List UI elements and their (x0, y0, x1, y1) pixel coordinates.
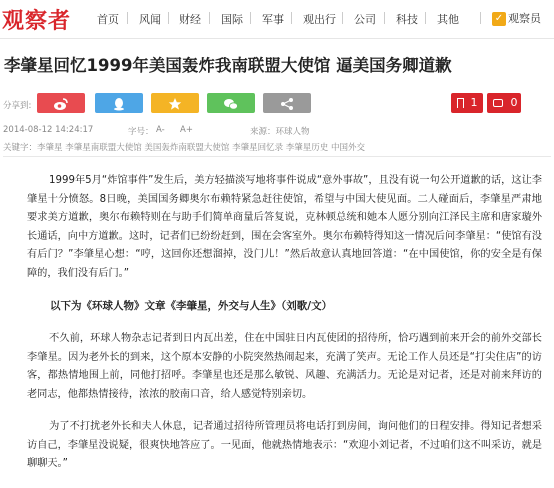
nav-item-finance[interactable]: 财经 (179, 13, 201, 26)
nav-item-home[interactable]: 首页 (97, 13, 119, 26)
share-qq-button[interactable] (95, 93, 143, 113)
nav-divider (250, 12, 251, 24)
weibo-icon (53, 97, 69, 111)
publish-date: 2014-08-12 14:24:17 (3, 125, 94, 135)
nav-divider (127, 12, 128, 24)
star-icon (168, 97, 182, 111)
article-title: 李肇星回忆1999年美国轰炸我南联盟大使馆 逼美国务卿道歉 (4, 56, 452, 75)
nav-divider (384, 12, 385, 24)
nav-divider (342, 12, 343, 24)
divider (3, 156, 551, 157)
nav-item-international[interactable]: 国际 (221, 13, 243, 26)
article-paragraph (27, 330, 542, 404)
observer-login-link[interactable] (492, 10, 541, 26)
paragraph-text: 不久前，环球人物杂志记者到日内瓦出差，住在中国驻日内瓦使团的招待所，恰巧遇到前来开会的前外交部长李肇星。因为老外长的到来，这个原本安静的小院突然热闹起来，充满了笑声。无论工作人员还是“打尖住店”的访客，都热情地围上前，同他打招呼。李肇星也还是那么敏锐、风趣、充满活力。无论是对记者，还是对前来拜访的老同志，他都热情接待，浓浓的胶南口音，给人感觉特别亲切。 (27, 333, 542, 400)
bookmark-count: 1 (470, 96, 478, 109)
nav-item-fengwen[interactable]: 风闻 (139, 13, 161, 26)
wechat-icon (223, 97, 239, 111)
article-subheading: 以下为《环球人物》文章《李肇星，外交与人生》（刘歌/文） (50, 300, 333, 312)
article-paragraph (27, 418, 542, 474)
nav-divider (291, 12, 292, 24)
nav-divider (480, 12, 481, 24)
article-paragraph (27, 172, 542, 283)
top-navigation-bar (0, 0, 554, 39)
comment-count: 0 (510, 96, 518, 109)
share-more-button[interactable] (263, 93, 311, 113)
observer-badge-icon: ✓ (492, 12, 506, 26)
bookmark-icon (457, 98, 464, 108)
nav-item-travel[interactable]: 观出行 (303, 13, 336, 26)
article-source: 来源：环球人物 (250, 127, 310, 137)
nav-item-company[interactable]: 公司 (354, 13, 376, 26)
paragraph-text: 1999年5月“炸馆事件”发生后，美方轻描淡写地将事件说成“意外事故”，且没有说一句公开道歉的话，这让李肇星十分愤怒。8日晚，美国国务卿奥尔布赖特紧急赶往使馆，希望与中国大使见面。二人碰面后，李肇星严肃地要求美方道歉，奥尔布赖特则在与助手们简单商量后答复说，克林顿总统和她本人愿分别向江泽民主席和唐家璇外长通话，向中方道歉。这时，记者们已纷纷赶到，围在会客室外。奥尔布赖特得知这一情况后问李肇星：“使馆有没有后门？”李肇星心想：“哼，这回你还想溜掉，没门儿！”然后故意认真地回答道：“在中国使馆，你的安全是有保障的，我们没有后门。” (27, 175, 542, 279)
qq-penguin-icon (112, 97, 126, 111)
nav-item-other[interactable]: 其他 (437, 13, 459, 26)
site-logo[interactable]: 观察者 (2, 8, 72, 34)
article-keywords: 关键字：李肇星 李肇星南联盟大使馆 美国轰炸南联盟大使馆 李肇星回忆录 李肇星历史 中国外交 (3, 143, 366, 153)
share-qzone-button[interactable] (151, 93, 199, 113)
share-icon (280, 97, 294, 111)
nav-divider (168, 12, 169, 24)
share-weibo-button[interactable] (37, 93, 85, 113)
nav-divider (209, 12, 210, 24)
nav-item-military[interactable]: 军事 (262, 13, 284, 26)
observer-label: 观察员 (508, 12, 541, 25)
comment-button[interactable] (487, 93, 521, 113)
font-size-label: 字号： (128, 127, 154, 137)
comment-icon (493, 99, 503, 107)
font-size-decrease[interactable]: A- (156, 125, 165, 135)
share-label: 分享到: (3, 101, 32, 111)
bookmark-button[interactable] (451, 93, 483, 113)
nav-divider (425, 12, 426, 24)
font-size-increase[interactable]: A+ (180, 125, 193, 135)
share-wechat-button[interactable] (207, 93, 255, 113)
paragraph-text: 为了不打扰老外长和夫人休息，记者通过招待所管理员将电话打到房间，询问他们的日程安排。得知记者想采访自己，李肇星没说疑，很爽快地答应了。一见面，他就热情地表示：“欢迎小刘记者，不过咱们这不叫采访，就是聊聊天。” (27, 421, 542, 469)
nav-item-tech[interactable]: 科技 (396, 13, 418, 26)
